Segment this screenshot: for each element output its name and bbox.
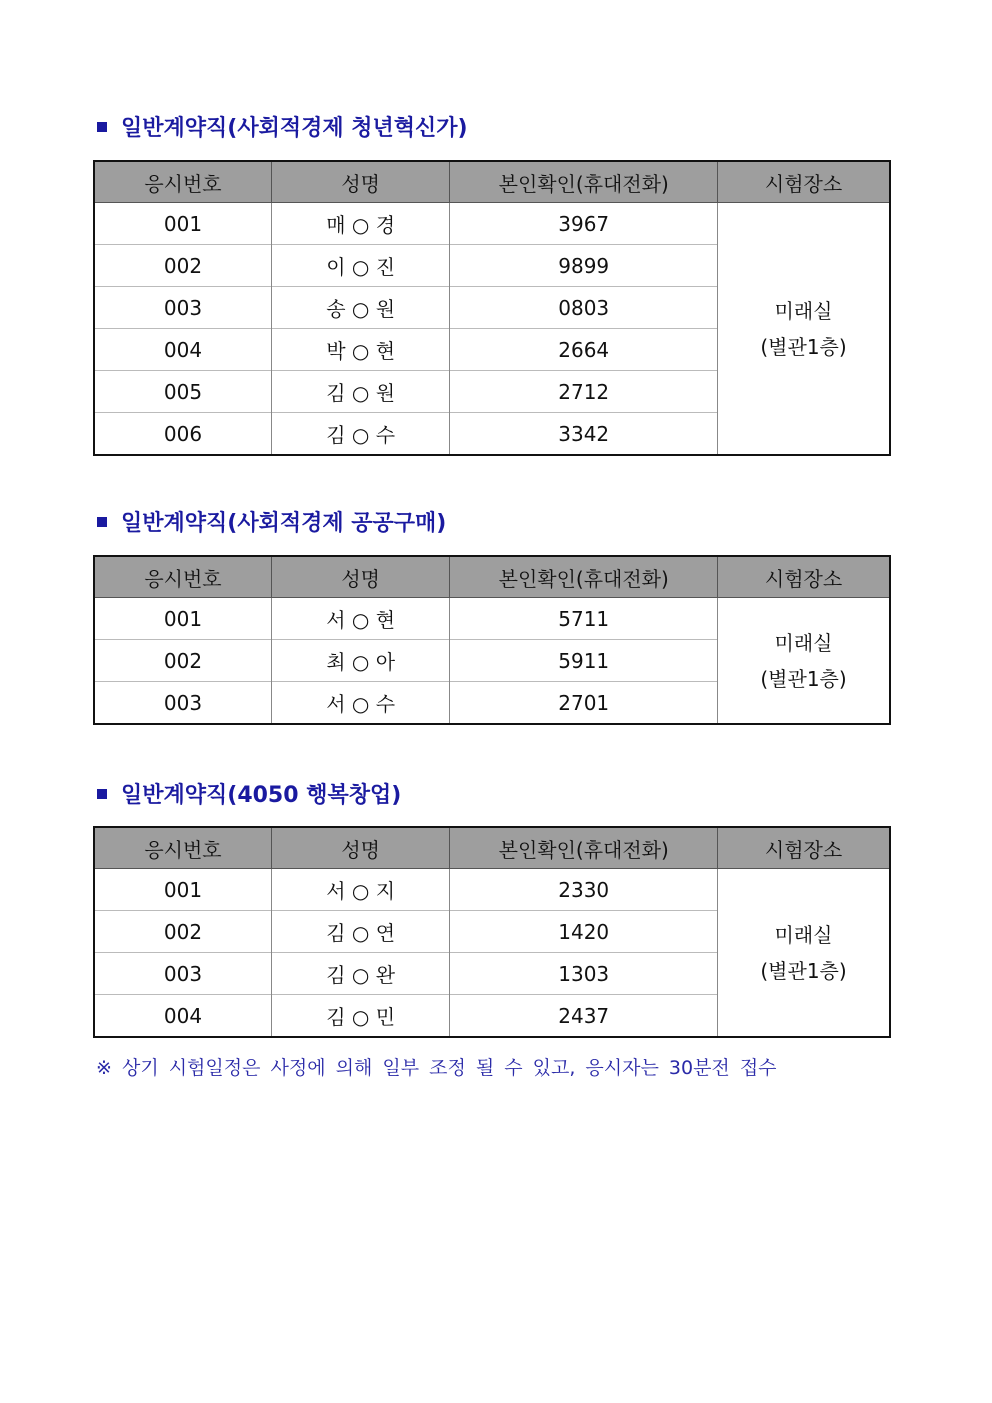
- header-name: 성명: [271, 556, 449, 598]
- exam-number: 002: [94, 245, 271, 287]
- phone-last-digits: 5911: [450, 640, 718, 682]
- phone-last-digits: 9899: [450, 245, 718, 287]
- applicant-name: 김 ○ 민: [271, 995, 449, 1038]
- exam-number: 004: [94, 329, 271, 371]
- applicant-name: 김 ○ 수: [271, 413, 449, 456]
- table-row: [94, 598, 890, 640]
- applicant-name: 송 ○ 원: [271, 287, 449, 329]
- applicant-name: 서 ○ 지: [271, 869, 449, 911]
- table-header-row: [94, 161, 890, 203]
- square-bullet-icon: [97, 122, 107, 132]
- exam-number: 002: [94, 640, 271, 682]
- header-phone-check: 본인확인(휴대전화): [450, 161, 718, 203]
- applicant-name: 김 ○ 연: [271, 911, 449, 953]
- applicant-name: 서 ○ 수: [271, 682, 449, 725]
- applicant-name: 이 ○ 진: [271, 245, 449, 287]
- phone-last-digits: 3342: [450, 413, 718, 456]
- phone-last-digits: 1303: [450, 953, 718, 995]
- phone-last-digits: 2712: [450, 371, 718, 413]
- section-title: 일반계약직(4050 행복창업): [93, 781, 401, 811]
- phone-last-digits: 2330: [450, 869, 718, 911]
- phone-last-digits: 2701: [450, 682, 718, 725]
- square-bullet-icon: [97, 789, 107, 799]
- applicant-name: 김 ○ 완: [271, 953, 449, 995]
- applicant-table: [93, 826, 891, 1038]
- applicant-table: [93, 160, 891, 456]
- exam-number: 001: [94, 203, 271, 245]
- exam-number: 004: [94, 995, 271, 1038]
- phone-last-digits: 3967: [450, 203, 718, 245]
- header-exam-place: 시험장소: [718, 827, 890, 869]
- header-exam-number: 응시번호: [94, 161, 271, 203]
- section-title: 일반계약직(사회적경제 청년혁신가): [93, 114, 468, 144]
- header-exam-place: 시험장소: [718, 556, 890, 598]
- exam-number: 002: [94, 911, 271, 953]
- header-exam-number: 응시번호: [94, 827, 271, 869]
- phone-last-digits: 2664: [450, 329, 718, 371]
- table-header-row: [94, 827, 890, 869]
- exam-number: 005: [94, 371, 271, 413]
- applicant-name: 최 ○ 아: [271, 640, 449, 682]
- table-row: [94, 869, 890, 911]
- exam-place: 미래실 (별관1층): [718, 869, 890, 1038]
- exam-number: 001: [94, 869, 271, 911]
- table-row: [94, 203, 890, 245]
- phone-last-digits: 5711: [450, 598, 718, 640]
- header-exam-place: 시험장소: [718, 161, 890, 203]
- header-phone-check: 본인확인(휴대전화): [450, 827, 718, 869]
- exam-number: 001: [94, 598, 271, 640]
- exam-number: 003: [94, 287, 271, 329]
- applicant-name: 서 ○ 현: [271, 598, 449, 640]
- header-name: 성명: [271, 161, 449, 203]
- applicant-name: 매 ○ 경: [271, 203, 449, 245]
- phone-last-digits: 2437: [450, 995, 718, 1038]
- schedule-note: ※ 상기 시험일정은 사정에 의해 일부 조정 될 수 있고, 응시자는 30분전 접수: [96, 1057, 777, 1079]
- phone-last-digits: 1420: [450, 911, 718, 953]
- applicant-name: 박 ○ 현: [271, 329, 449, 371]
- exam-place: 미래실 (별관1층): [718, 598, 890, 725]
- exam-number: 003: [94, 682, 271, 725]
- exam-number: 006: [94, 413, 271, 456]
- table-header-row: [94, 556, 890, 598]
- section-title: 일반계약직(사회적경제 공공구매): [93, 509, 446, 539]
- square-bullet-icon: [97, 517, 107, 527]
- exam-place: 미래실 (별관1층): [718, 203, 890, 456]
- applicant-name: 김 ○ 원: [271, 371, 449, 413]
- applicant-table: [93, 555, 891, 725]
- header-exam-number: 응시번호: [94, 556, 271, 598]
- exam-number: 003: [94, 953, 271, 995]
- header-name: 성명: [271, 827, 449, 869]
- phone-last-digits: 0803: [450, 287, 718, 329]
- header-phone-check: 본인확인(휴대전화): [450, 556, 718, 598]
